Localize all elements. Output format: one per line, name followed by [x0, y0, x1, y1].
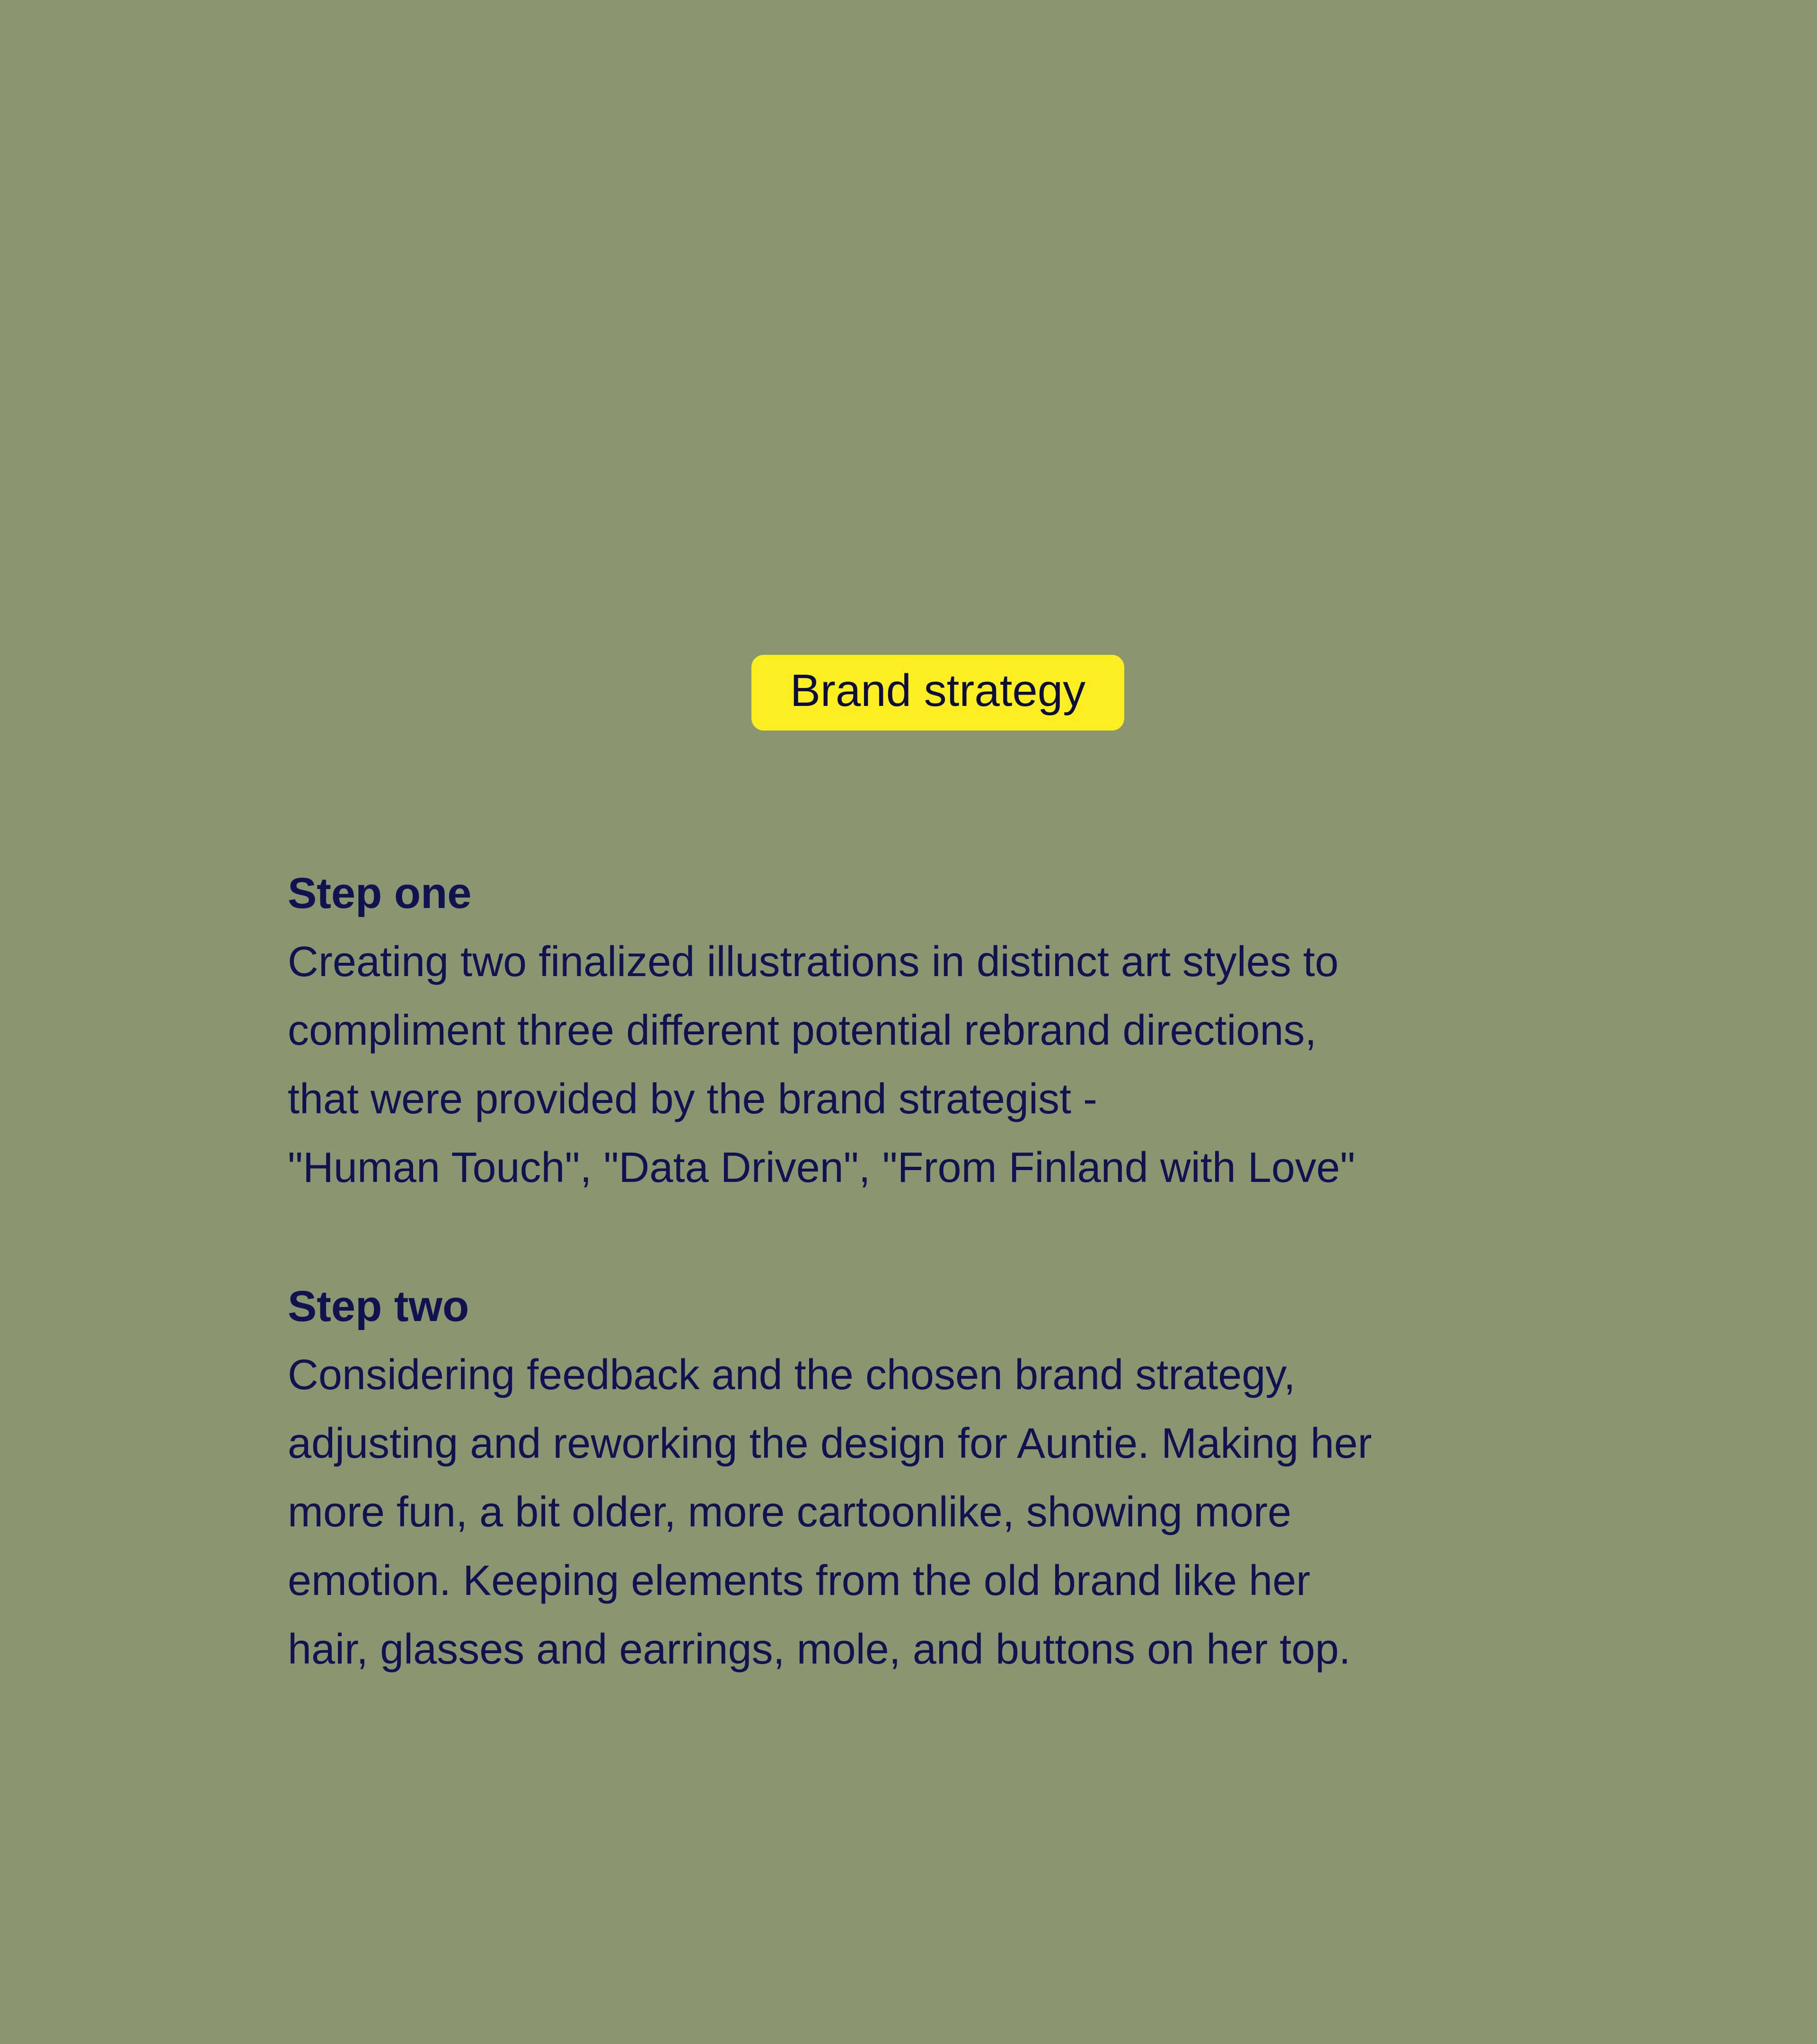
step-two-line: adjusting and reworking the design for Auntie. Making her: [288, 1420, 1372, 1467]
step-two-title: Step two: [288, 1282, 469, 1330]
step-two-line: emotion. Keeping elements from the old brand like her: [288, 1557, 1311, 1604]
step-one-line: compliment three different potential rebrand directions,: [288, 1007, 1317, 1054]
badge-label: Brand strategy: [790, 665, 1086, 716]
steps-section: [288, 859, 1660, 1684]
step-one-line: Creating two finalized illustrations in distinct art styles to: [288, 938, 1339, 986]
brand-strategy-badge: [751, 655, 1124, 731]
step-two-line: more fun, a bit older, more cartoonlike, showing more: [288, 1489, 1292, 1536]
step-two: [288, 1272, 1660, 1684]
step-two-body: [288, 1341, 1660, 1684]
step-one: [288, 859, 1660, 1202]
step-one-body: [288, 928, 1660, 1202]
step-one-line: "Human Touch", "Data Driven", "From Finland with Love": [288, 1144, 1355, 1191]
step-one-line: that were provided by the brand strategist -: [288, 1075, 1097, 1123]
step-two-line: Considering feedback and the chosen brand strategy,: [288, 1351, 1296, 1399]
step-one-title: Step one: [288, 869, 472, 917]
step-two-line: hair, glasses and earrings, mole, and buttons on her top.: [288, 1626, 1351, 1673]
